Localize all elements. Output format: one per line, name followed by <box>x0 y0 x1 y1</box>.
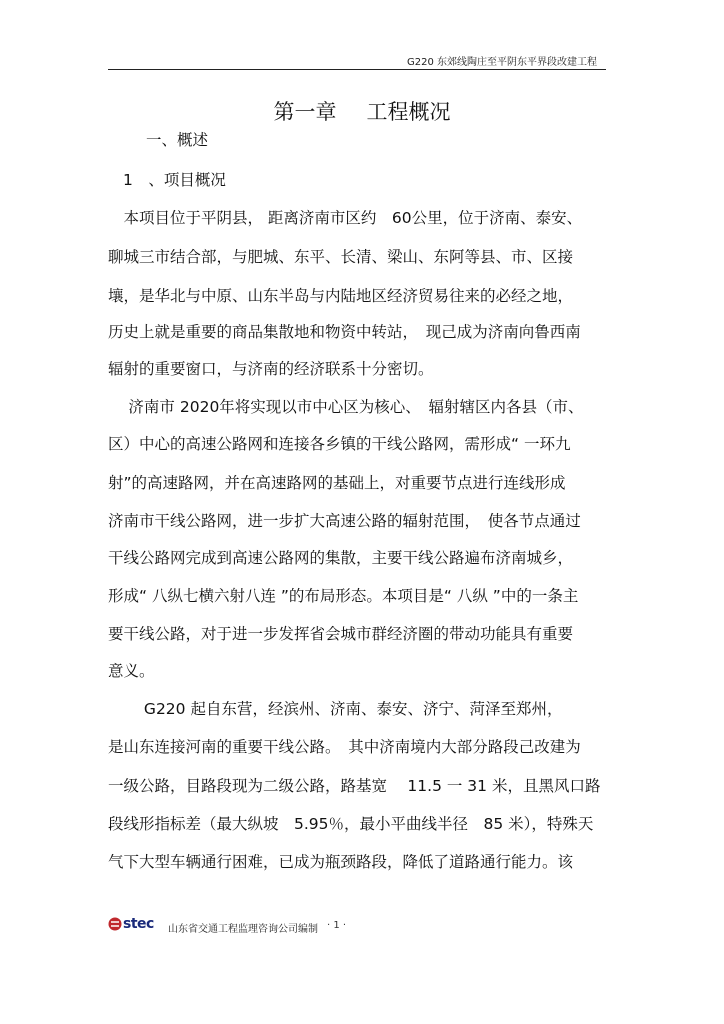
chapter-title <box>0 96 724 126</box>
text-line: 射”的高速路网，并在高速路网的基础上，对重要节点进行连线形成 <box>108 474 566 492</box>
page-number: · 1 · <box>327 920 347 931</box>
page-header <box>0 50 724 72</box>
text-line: 区）中心的高速公路网和连接各乡镇的干线公路网，需形成“ 一环九 <box>108 435 571 453</box>
text-line: 本项目位于平阴县， 距离济南市区约 60公里，位于济南、泰安、 <box>108 209 583 227</box>
text-line: 干线公路网完成到高速公路网的集散，主要干线公路遍布济南城乡， <box>108 549 574 567</box>
chapter-name: 工程概况 <box>366 100 451 124</box>
text-line: 济南市 2020年将实现以市中心区为核心、 辐射辖区内各县（市、 <box>108 398 584 416</box>
text-line: G220 起自东营，经滨州、济南、泰安、济宁、菏泽至郑州， <box>108 700 563 718</box>
section-heading-project: 1 、项目概况 <box>123 171 226 189</box>
text-line: 壤，是华北与中原、山东半岛与内陆地区经济贸易往来的必经之地， <box>108 287 574 305</box>
text-line: 是山东连接河南的重要干线公路。 其中济南境内大部分路段己改建为 <box>108 738 581 756</box>
text-line: 意义。 <box>108 662 155 680</box>
text-line: 要干线公路，对于进一步发挥省会城市群经济圈的带动功能具有重要 <box>108 625 574 643</box>
text-line: 聊城三市结合部，与肥城、东平、长清、梁山、东阿等县、市、区接 <box>108 248 574 266</box>
text-line: 段线形指标差（最大纵坡 5.95％，最小平曲线半径 85 米），特殊天 <box>108 815 594 833</box>
text-line: 历史上就是重要的商品集散地和物资中转站， 现己成为济南向鲁西南 <box>108 323 581 341</box>
footer-org: 山东省交通工程监理咨询公司编制 <box>168 924 318 935</box>
section-heading-overview: 一、概述 <box>146 131 209 149</box>
header-text: G220 东郊线陶庄至平阴东平界段改建工程 <box>406 57 597 68</box>
chapter-number: 第一章 <box>273 100 337 124</box>
text-line: 形成“ 八纵七横六射八连 ”的布局形态。本项目是“ 八纵 ”中的一条主 <box>108 587 579 605</box>
text-line: 气下大型车辆通行困难，已成为瓶颈路段，降低了道路通行能力。该 <box>108 853 574 871</box>
header-rule <box>108 69 606 70</box>
stec-logo-text: stec <box>123 916 154 932</box>
stec-logo-icon <box>108 917 122 931</box>
text-line: 济南市干线公路网，进一步扩大高速公路的辐射范围， 使各节点通过 <box>108 512 581 530</box>
text-line: 一级公路，目路段现为二级公路，路基宽 11.5 一 31 米，且黑风口路 <box>108 777 601 795</box>
text-line: 辐射的重要窗口，与济南的经济联系十分密切。 <box>108 360 434 378</box>
